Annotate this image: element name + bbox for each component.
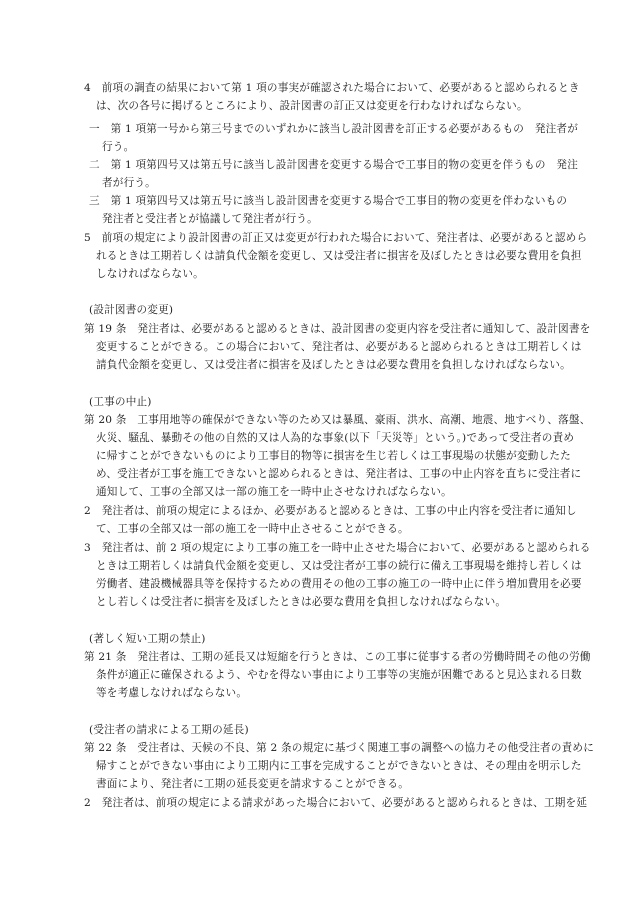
text-line: 3 発注者は、前 2 項の規定により工事の施工を一時中止させた場合において、必要があると認められる [84,542,591,554]
section-heading: (受注者の請求による工期の延長) [89,724,249,736]
text-line: しなければならない。 [96,268,204,280]
section-heading: (工事の中止) [89,396,152,408]
text-line: 第 22 条 受注者は、天候の不良、第 2 条の規定に基づく関連工事の調整への協力その他受注者の責めに [84,742,595,754]
text-line: 書面により、発注者に工期の延長変更を請求することができる。 [96,778,410,790]
text-line: 等を考慮しなければならない。 [96,687,248,699]
text-line: 労働者、建設機械器具等を保持するための費用その他の工事の施工の一時中止に伴う増加費用を必要 [96,578,582,590]
text-line: 第 19 条 発注者は、必要があると認めるときは、設計図書の変更内容を受注者に通知して、設計図書を [84,323,591,335]
text-line: 発注者と受注者とが協議して発注者が行う。 [102,213,318,225]
text-line: に帰すことができないものにより工事目的物等に損害を生じ若しくは工事現場の状態が変動したた [96,450,571,462]
text-line: 三 第 1 項第四号又は第五号に該当し設計図書を変更する場合で工事目的物の変更を伴わないもの [89,195,568,207]
text-line: 第 20 条 工事用地等の確保ができない等のため又は暴風、豪雨、洪水、高潮、地震、地すべり、落盤、 [84,414,591,426]
text-line: 帰すことができない事由により工期内に工事を完成することができないときは、その理由を明示した [96,760,582,772]
text-line: 第 21 条 発注者は、工期の延長又は短縮を行うときは、この工事に従事する者の労働時間その他の労働 [84,651,591,663]
text-line: 二 第 1 項第四号又は第五号に該当し設計図書を変更する場合で工事目的物の変更を伴うもの 発注 [89,159,578,171]
text-line: 2 発注者は、前項の規定による請求があった場合において、必要があると認められるときは、工期を延 [84,797,588,809]
text-line: 火災、騒乱、暴動その他の自然的又は人為的な事象(以下「天災等」という。)であって受注者の責め [96,432,575,444]
text-line: 2 発注者は、前項の規定によるほか、必要があると認めるときは、工事の中止内容を受注者に通知し [84,505,577,517]
text-line: 行う。 [102,141,135,153]
text-line: とし若しくは受注者に損害を及ぼしたときは必要な費用を負担しなければならない。 [96,596,507,608]
text-line: 5 前項の規定により設計図書の訂正又は変更が行われた場合において、発注者は、必要があると認めら [84,232,588,244]
text-line: 条件が適正に確保されるよう、やむを得ない事由により工事等の実施が困難であると見込まれる日数 [96,669,582,681]
section-heading: (著しく短い工期の禁止) [89,633,206,645]
text-line: て、工事の全部又は一部の施工を一時中止させることができる。 [96,523,409,535]
text-line: 4 前項の調査の結果において第 1 項の事実が確認された場合において、必要があると認められるとき [84,82,580,94]
text-line: は、次の各号に掲げるところにより、設計図書の訂正又は変更を行わなければならない。 [96,100,528,112]
text-line: 通知して、工事の全部又は一部の施工を一時中止させなければならない。 [96,486,452,498]
text-line: れるときは工期若しくは請負代金額を変更し、又は受注者に損害を及ぼしたときは必要な費用を負担 [96,250,582,262]
text-line: 者が行う。 [102,177,156,189]
text-line: 変更することができる。この場合において、発注者は、必要があると認められるときは工期若しくは [96,341,582,353]
text-line: め、受注者が工事を施工できないと認められるときは、発注者は、工事の中止内容を直ちに受注者に [96,468,582,480]
section-heading: (設計図書の変更) [89,304,174,316]
text-line: 一 第 1 項第一号から第三号までのいずれかに該当し設計図書を訂正する必要があるもの 発注者が [89,123,578,135]
text-line: ときは工期若しくは請負代金額を変更し、又は受注者が工事の続行に備え工事現場を維持し若しくは [96,560,582,572]
text-line: 請負代金額を変更し、又は受注者に損害を及ぼしたときは必要な費用を負担しなければならない。 [96,359,571,371]
